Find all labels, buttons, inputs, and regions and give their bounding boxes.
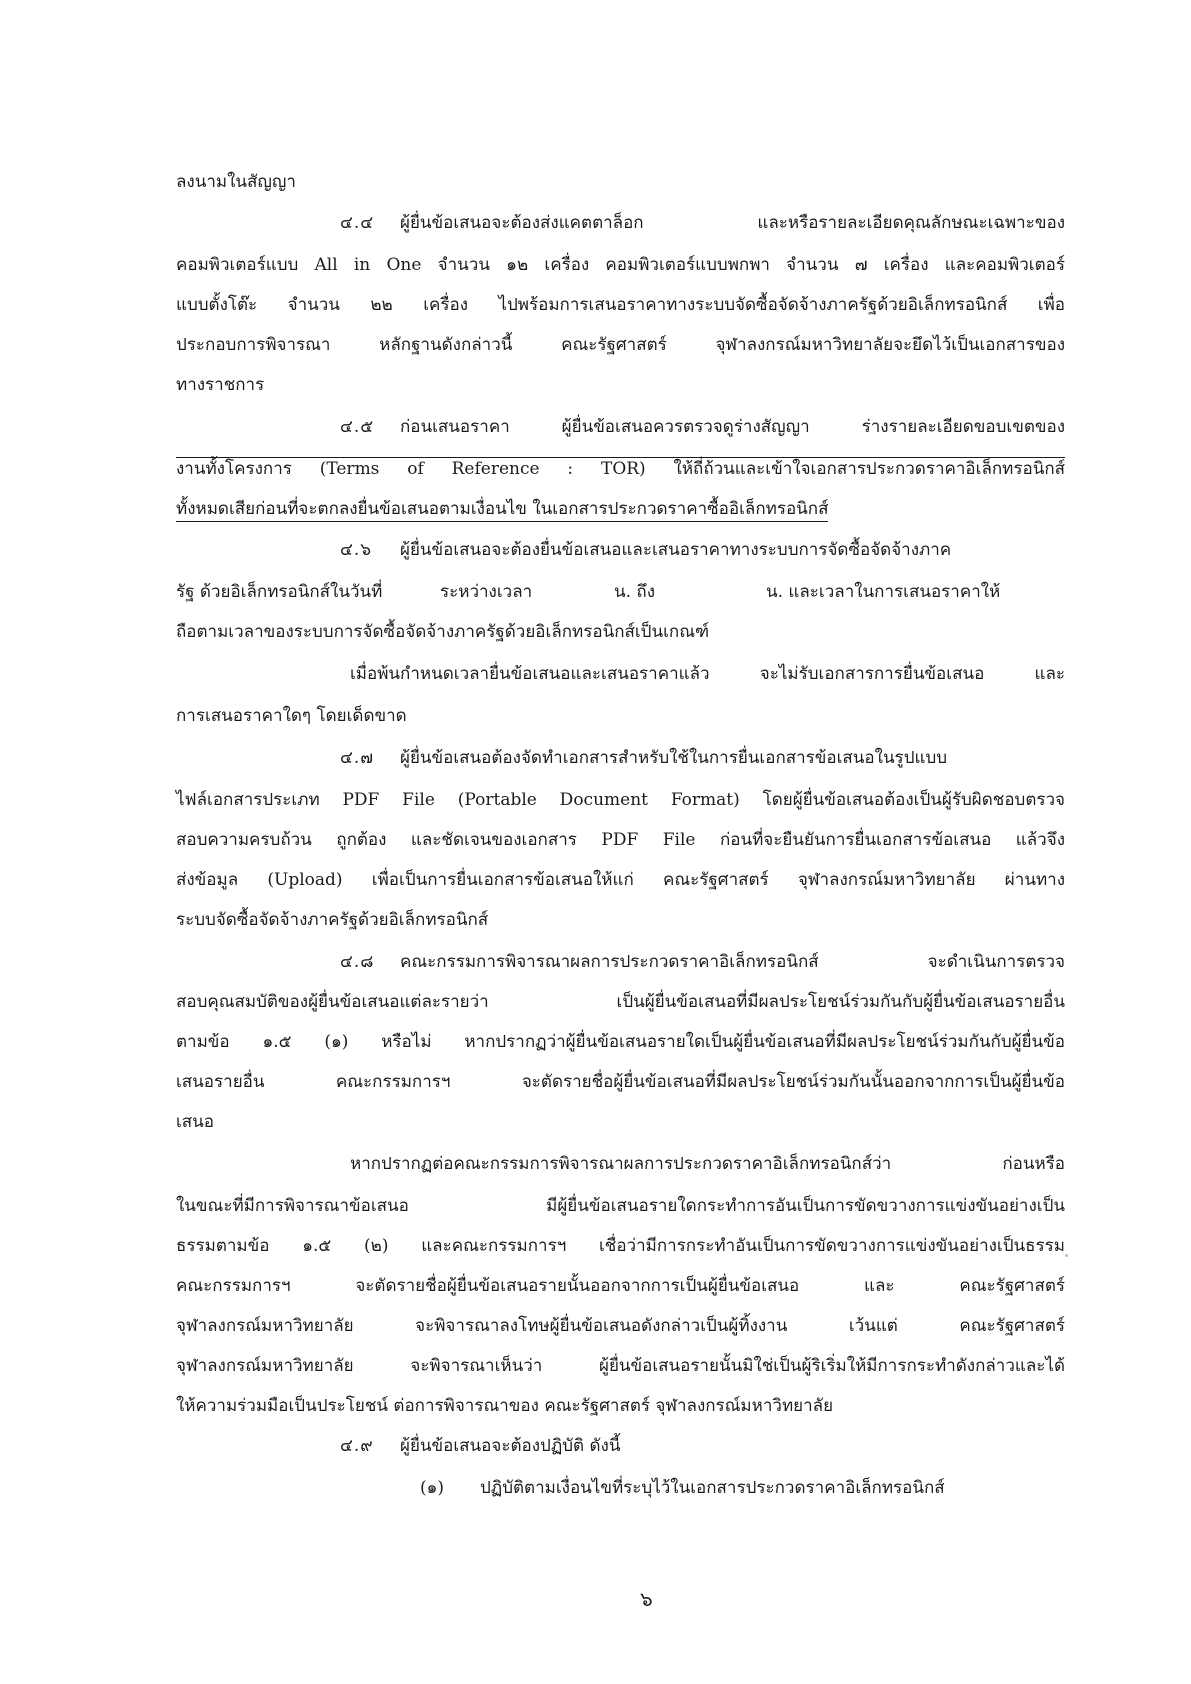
text-line: ระบบจัดซื้อจัดจ้างภาครัฐด้วยอิเล็กทรอนิกส์ [176, 910, 489, 930]
clause-number: ๔.๕ [340, 417, 375, 437]
text-line: ไฟล์เอกสารประเภท PDF File (Portable Document Format) โดยผู้ยื่นข้อเสนอต้องเป็นผู้รับผิดชอบตรวจ [176, 790, 1065, 810]
clause-number: ๔.๙ [340, 1436, 374, 1456]
text-line: ตามข้อ ๑.๕ (๑) หรือไม่ หากปรากฏว่าผู้ยื่นข้อเสนอรายใดเป็นผู้ยื่นข้อเสนอที่มีผลประโยชน์ร่วมกันกับผู้ยื่นข้อ [176, 1032, 1065, 1052]
text-line: สอบความครบถ้วน ถูกต้อง และชัดเจนของเอกสาร PDF File ก่อนที่จะยืนยันการยื่นเอกสารข้อเสนอ แล้วจึง [176, 830, 1065, 850]
time-label-between: ระหว่างเวลา [440, 582, 533, 602]
text-line: คอมพิวเตอร์แบบ All in One จำนวน ๑๒ เครื่อง คอมพิวเตอร์แบบพกพา จำนวน ๗ เครื่อง และคอมพิวเตอร์ [176, 255, 1065, 275]
text-line: ถือตามเวลาของระบบการจัดซื้อจัดจ้างภาครัฐด้วยอิเล็กทรอนิกส์เป็นเกณฑ์ [176, 622, 710, 642]
page-number: ๖ [640, 1587, 653, 1611]
text-line: เมื่อพ้นกำหนดเวลายื่นข้อเสนอและเสนอราคาแล้ว จะไม่รับเอกสารการยื่นข้อเสนอ และ [350, 664, 1065, 684]
text-line: หากปรากฏต่อคณะกรรมการพิจารณาผลการประกวดราคาอิเล็กทรอนิกส์ว่า ก่อนหรือ [350, 1154, 1065, 1174]
text-line-overlined [176, 457, 1065, 481]
text-line: ลงนามในสัญญา [176, 172, 296, 192]
clause-number: ๔.๖ [340, 540, 373, 560]
text-line: สอบคุณสมบัติของผู้ยื่นข้อเสนอแต่ละรายว่า เป็นผู้ยื่นข้อเสนอที่มีผลประโยชน์ร่วมกันกับผู้ยื่นข้อเสนอรายอื่น [176, 992, 1065, 1012]
text-line: ทางราชการ [176, 375, 265, 395]
text-line: ผู้ยื่นข้อเสนอต้องจัดทำเอกสารสำหรับใช้ในการยื่นเอกสารข้อเสนอในรูปแบบ [400, 748, 948, 768]
clause-number: ๔.๗ [340, 748, 375, 768]
text-line: เสนอรายอื่น คณะกรรมการฯ จะตัดรายชื่อผู้ยื่นข้อเสนอที่มีผลประโยชน์ร่วมกันนั้นออกจากการเป็นผู้ยื่นข้อ [176, 1072, 1065, 1092]
scan-speck [1065, 1254, 1068, 1257]
text-line: คณะกรรมการพิจารณาผลการประกวดราคาอิเล็กทรอนิกส์ จะดำเนินการตรวจ [400, 952, 1065, 972]
text-line: รัฐ ด้วยอิเล็กทรอนิกส์ในวันที่ [176, 582, 383, 602]
text-line: การเสนอราคาใดๆ โดยเด็ดขาด [176, 706, 407, 726]
text-line: คณะกรรมการฯ จะตัดรายชื่อผู้ยื่นข้อเสนอรายนั้นออกจากการเป็นผู้ยื่นข้อเสนอ และ คณะรัฐศาสตร์ [176, 1276, 1065, 1296]
text-line: ส่งข้อมูล (Upload) เพื่อเป็นการยื่นเอกสารข้อเสนอให้แก่ คณะรัฐศาสตร์ จุฬาลงกรณ์มหาวิทยาลัย ผ่านทาง [176, 870, 1065, 890]
underlined-text: ทั้งหมดเสียก่อนที่จะตกลงยื่นข้อเสนอตามเงื่อนไข ในเอกสารประกวดราคาซื้ออิเล็กทรอนิกส์ [176, 499, 828, 522]
time-label-to: น. ถึง [614, 582, 656, 602]
text-line: ธรรมตามข้อ ๑.๕ (๒) และคณะกรรมการฯ เชื่อว่ามีการกระทำอันเป็นการขัดขวางการแข่งขันอย่างเป็นธรรม [176, 1236, 1065, 1256]
text-line: ประกอบการพิจารณา หลักฐานดังกล่าวนี้ คณะรัฐศาสตร์ จุฬาลงกรณ์มหาวิทยาลัยจะยึดไว้เป็นเอกสารของ [176, 335, 1065, 355]
text-line: ผู้ยื่นข้อเสนอจะต้องปฏิบัติ ดังนี้ [400, 1436, 621, 1456]
text-line: ให้ความร่วมมือเป็นประโยชน์ ต่อการพิจารณาของ คณะรัฐศาสตร์ จุฬาลงกรณ์มหาวิทยาลัย [176, 1396, 834, 1416]
text-line: แบบตั้งโต๊ะ จำนวน ๒๒ เครื่อง ไปพร้อมการเสนอราคาทางระบบจัดซื้อจัดจ้างภาครัฐด้วยอิเล็กทรอนิกส์ เพื่อ [176, 295, 1065, 315]
text-line: จุฬาลงกรณ์มหาวิทยาลัย จะพิจารณาเห็นว่า ผู้ยื่นข้อเสนอรายนั้นมิใช่เป็นผู้ริเริ่มให้มีการกระทำดังกล่าวและได้ [176, 1356, 1065, 1376]
text-line: ผู้ยื่นข้อเสนอจะต้องยื่นข้อเสนอและเสนอราคาทางระบบการจัดซื้อจัดจ้างภาค [400, 540, 952, 560]
overlined-text: งานทั้งโครงการ (Terms of Reference : TOR) ให้ถี่ถ้วนและเข้าใจเอกสารประกวดราคาอิเล็กทรอนิกส์ [176, 459, 1065, 479]
clause-number: ๔.๘ [340, 952, 375, 972]
text-line-underlined [176, 497, 828, 521]
sub-clause-number: (๑) [420, 1478, 445, 1498]
text-line: น. และเวลาในการเสนอราคาให้ [766, 582, 1001, 602]
clause-number: ๔.๔ [340, 213, 375, 233]
text-line: ในขณะที่มีการพิจารณาข้อเสนอ มีผู้ยื่นข้อเสนอรายใดกระทำการอันเป็นการขัดขวางการแข่งขันอย่างเป็น [176, 1196, 1065, 1216]
text-line: ผู้ยื่นข้อเสนอจะต้องส่งแคตตาล็อก และหรือรายละเอียดคุณลักษณะเฉพาะของ [400, 213, 1065, 233]
text-line: ก่อนเสนอราคา ผู้ยื่นข้อเสนอควรตรวจดูร่างสัญญา ร่างรายละเอียดขอบเขตของ [400, 417, 1065, 437]
text-line: ปฏิบัติตามเงื่อนไขที่ระบุไว้ในเอกสารประกวดราคาอิเล็กทรอนิกส์ [480, 1478, 945, 1498]
text-line: จุฬาลงกรณ์มหาวิทยาลัย จะพิจารณาลงโทษผู้ยื่นข้อเสนอดังกล่าวเป็นผู้ทิ้งงาน เว้นแต่ คณะรัฐศาสตร์ [176, 1316, 1065, 1336]
text-line: เสนอ [176, 1112, 215, 1132]
